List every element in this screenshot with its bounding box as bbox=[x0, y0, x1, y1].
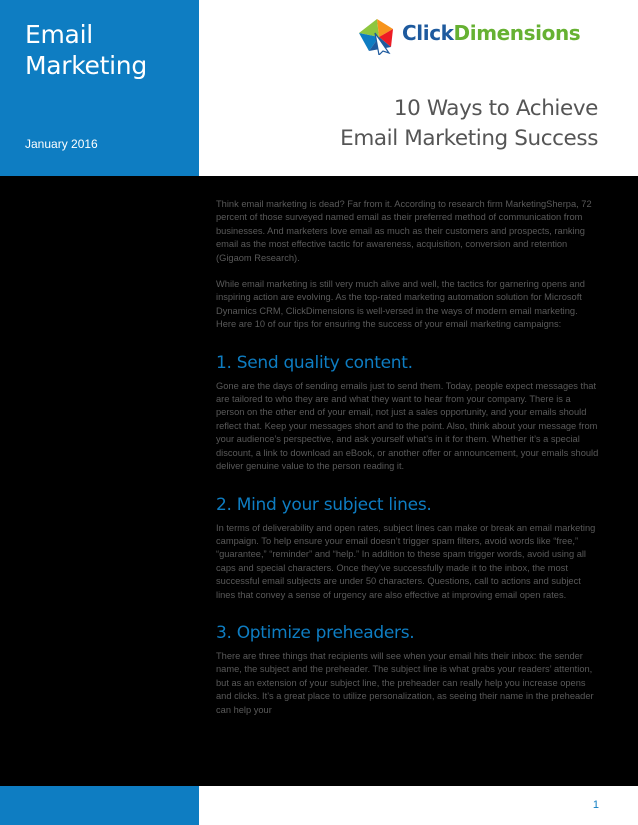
main-content bbox=[216, 198, 600, 717]
header bbox=[199, 0, 638, 176]
document-title-line1: 10 Ways to Achieve bbox=[393, 96, 598, 121]
logo-text-dimensions: Dimensions bbox=[453, 21, 581, 45]
logo-text-click: Click bbox=[402, 21, 454, 45]
section-heading-1: 1. Send quality content. bbox=[216, 352, 413, 373]
clickdimensions-logo bbox=[355, 17, 605, 55]
sidebar-title-line1: Email bbox=[25, 20, 93, 49]
section-body-2: In terms of deliverability and open rates, subject lines can make or break an email marketing campaign. To help ensure your email doesn’t trigger spam filters, avoid words like “free,” “guarantee,” “reminder” and “help.” In addition to these spam trigger words, avoid using all caps and special characters. Once they’ve successfully made it to the inbox, the most successful email subjects are under 50 characters. Questions, call to actions and subject lines that convey a sense of urgency are also effective at improving email open rates. bbox=[216, 522, 596, 600]
page-number: 1 bbox=[592, 799, 599, 811]
section-body-1: Gone are the days of sending emails just to send them. Today, people expect messages that are tailored to who they are and what they want to hear from your company. There is a person on the other end of your email, not just a sales opportunity, and your emails should reflect that. Keep your messages short and to the point. Also, think about your message from your audience’s perspective, and ask yourself what’s in it for them. Whether it’s a special discount, a link to download an eBook, or another offer or announcement, your emails should deliver genuine value to the person reading it. bbox=[216, 380, 599, 472]
section-heading-3: 3. Optimize preheaders. bbox=[216, 622, 415, 643]
publication-date: January 2016 bbox=[25, 137, 98, 151]
logo-mark-icon bbox=[355, 17, 399, 55]
section-body-3: There are three things that recipients will see when your email hits their inbox: the sender name, the subject and the preheader. The subject line is what grabs your readers’ attention, but as an extension of your subject line, the preheader can really help you increase opens and clicks. It’s a great place to utilize personalization, as seeing their name in the preheader can help your bbox=[216, 650, 594, 715]
document-title-line2: Email Marketing Success bbox=[340, 126, 598, 151]
sidebar-banner bbox=[0, 0, 199, 176]
sidebar-title bbox=[25, 19, 147, 81]
section-heading-2: 2. Mind your subject lines. bbox=[216, 494, 432, 515]
footer bbox=[199, 786, 638, 825]
document-title bbox=[340, 94, 598, 154]
intro-paragraph-1: Think email marketing is dead? Far from it. According to research firm MarketingSherpa, 72 percent of those surveyed named email as their preferred method of communication from businesses. And marketers love email as much as their customers and prospects, ranking email as the most effective tactic for awareness, acquisition, conversion and retention (Gigaom Research). bbox=[216, 199, 592, 263]
logo-wordmark bbox=[402, 21, 580, 45]
footer-banner bbox=[0, 786, 199, 825]
sidebar-title-line2: Marketing bbox=[25, 51, 147, 80]
intro-paragraph-2: While email marketing is still very much alive and well, the tactics for garnering opens and inspiring action are evolving. As the top-rated marketing automation solution for Microsoft Dynamics CRM, ClickDimensions is well-versed in the ways of modern email marketing. Here are 10 of our tips for ensuring the success of your email marketing campaigns: bbox=[216, 279, 585, 330]
